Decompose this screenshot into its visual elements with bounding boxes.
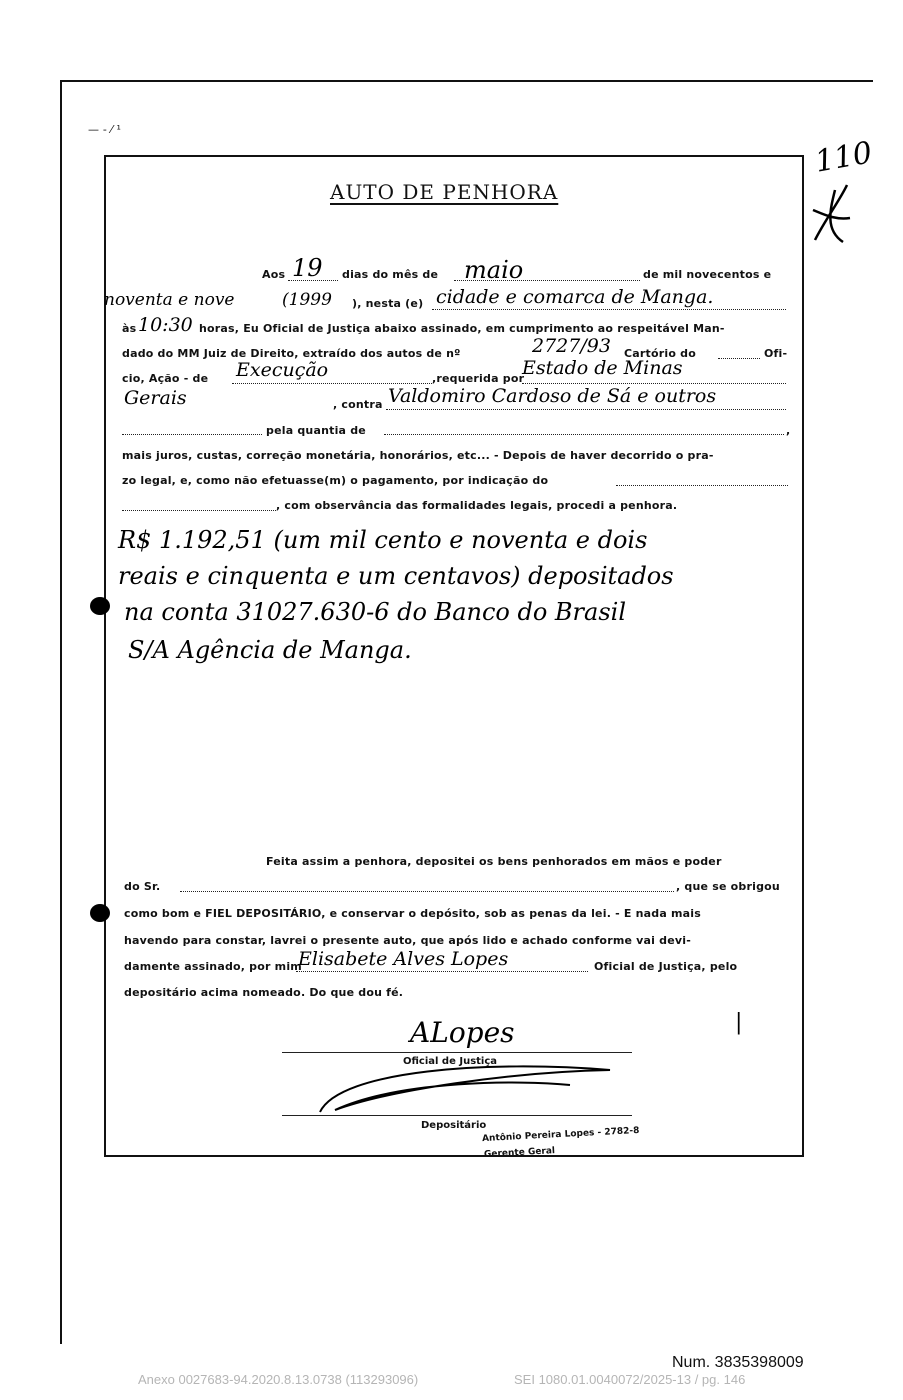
depositary-blank xyxy=(180,891,674,892)
punch-hole-1 xyxy=(90,597,110,615)
hw-city: cidade e comarca de Manga. xyxy=(436,286,714,308)
cartorio-blank xyxy=(718,358,760,359)
indication-blank-2 xyxy=(122,510,276,511)
hw-defendant: Valdomiro Cardoso de Sá e outros xyxy=(388,385,717,407)
l1-mil: de mil novecentos e xyxy=(643,268,772,281)
page-number-handwritten: 110 xyxy=(812,135,875,180)
requester-blank xyxy=(522,383,786,384)
l4-ofi: Ofi- xyxy=(764,347,788,360)
l10-text: , com observância das formalidades legais, procedi a penhora. xyxy=(276,499,678,512)
l4-cartorio: Cartório do xyxy=(624,347,696,360)
l8-text: mais juros, custas, correção monetária, honorários, etc... - Depois de haver decorrido o pra- xyxy=(122,449,714,462)
sei-reference: SEI 1080.01.0040072/2025-13 / pg. 146 xyxy=(514,1372,746,1387)
hw-day: 19 xyxy=(292,254,323,282)
hw-year-digits: (1999 xyxy=(282,290,332,310)
f5-start: damente assinado, por mim xyxy=(124,960,302,973)
l1-aos: Aos xyxy=(262,268,286,281)
l2-nesta: ), nesta (e) xyxy=(352,297,424,310)
punch-hole-2 xyxy=(90,904,110,922)
annex-reference: Anexo 0027683-94.2020.8.13.0738 (113293096) xyxy=(138,1372,419,1387)
oficial-label: Oficial de Justiça xyxy=(403,1056,498,1067)
quantity-blank xyxy=(384,434,784,435)
f5-end: Oficial de Justiça, pelo xyxy=(594,960,738,973)
page-mark-scribble xyxy=(805,180,855,250)
stamp-line-2: Gerente Geral xyxy=(483,1146,556,1160)
l7-end: , xyxy=(786,424,791,437)
f6-text: depositário acima nomeado. Do que dou fé. xyxy=(124,986,404,999)
l9-text: zo legal, e, como não efetuasse(m) o pagamento, por indicação do xyxy=(122,474,549,487)
hw-clerk: Elisabete Alves Lopes xyxy=(298,948,509,970)
stamp-line-1: Antônio Pereira Lopes - 2782-8 xyxy=(481,1125,640,1145)
document-number: Num. 3835398009 xyxy=(672,1354,804,1371)
f3-text: como bom e FIEL DEPOSITÁRIO, e conservar o depósito, sob as penas da lei. - E nada mais xyxy=(124,907,702,920)
hw-action: Execução xyxy=(236,359,329,381)
hw-body-2: reais e cinquenta e um centavos) depositados xyxy=(118,562,674,590)
f2-start: do Sr. xyxy=(124,880,161,893)
l6-contra: , contra xyxy=(333,398,383,411)
form-title: AUTO DE PENHORA xyxy=(330,180,559,204)
f1-text: Feita assim a penhora, depositei os bens penhorados em mãos e poder xyxy=(266,855,722,868)
indication-blank xyxy=(616,485,788,486)
l7-quantia: pela quantia de xyxy=(266,424,366,437)
f4-text: havendo para constar, lavrei o presente auto, que após lido e achado conforme vai devi- xyxy=(124,934,692,947)
l3-as: às xyxy=(122,322,137,335)
clerk-blank xyxy=(296,971,588,972)
quantity-pre-blank xyxy=(122,434,262,435)
l4-text: dado do MM Juiz de Direito, extraído dos autos de nº xyxy=(122,347,461,360)
hw-body-1: R$ 1.192,51 (um mil cento e noventa e dois xyxy=(118,526,648,554)
margin-tick: | xyxy=(735,1010,743,1035)
city-blank xyxy=(432,309,786,310)
depositary-signature-line xyxy=(282,1115,632,1116)
defendant-blank xyxy=(386,409,786,410)
l1-dias: dias do mês de xyxy=(342,268,439,281)
hw-body-4: S/A Agência de Manga. xyxy=(128,636,412,664)
hw-process: 2727/93 xyxy=(532,335,611,357)
hw-time: 10:30 xyxy=(138,314,193,336)
hw-body-3: na conta 31027.630-6 do Banco do Brasil xyxy=(124,598,627,626)
f2-end: , que se obrigou xyxy=(676,880,780,893)
signature: ALopes xyxy=(410,1016,515,1049)
l5-acao: cio, Ação - de xyxy=(122,372,209,385)
depositary-label: Depositário xyxy=(421,1120,487,1131)
signature-flourish xyxy=(310,1050,630,1125)
hw-requester-2: Gerais xyxy=(124,387,187,409)
hw-requester-1: Estado de Minas xyxy=(522,357,683,379)
hw-year-words: noventa e nove xyxy=(104,290,235,310)
l3-text: horas, Eu Oficial de Justiça abaixo assinado, em cumprimento ao respeitável Man- xyxy=(199,322,725,335)
margin-mark: — - ⁄ ¹ xyxy=(88,123,122,136)
l5-req: ,requerida por xyxy=(432,372,525,385)
action-blank xyxy=(232,383,432,384)
hw-month: maio xyxy=(464,256,524,284)
